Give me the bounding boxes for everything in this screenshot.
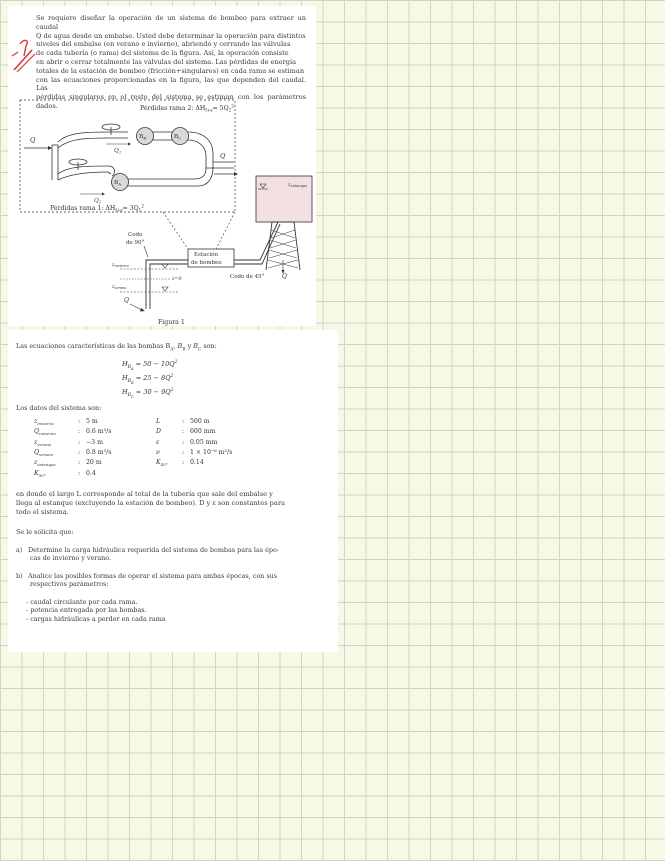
losses-branch-1-label: Pérdidas rama 1: $\Delta H_{f+s}= 3Q_1^2$ [50, 203, 144, 213]
pump-b-sub: B [182, 347, 186, 353]
pumps-intro-end: son: [201, 342, 217, 350]
where-line: llega al estanque (excluyendo la estación de bombeo). D y ε son constantes para [16, 498, 285, 507]
pumps-intro: Las ecuaciones características de las bombas $B_A$, $B_B$ y $B_C$ son: [16, 342, 217, 353]
q-inflow-label: Q [124, 297, 129, 304]
equation-ba: $H_{B_A} = 50 - 10Q^2$ [122, 360, 178, 372]
q-outlet-label: Q [220, 152, 226, 160]
item-a-label: a) [16, 546, 23, 554]
z-summer-label: $z_{verano}$ [112, 285, 127, 291]
intro-line: Q de agua desde un embalse. Usted debe determinar la operación para distintos [36, 31, 306, 40]
equation-bc: $H_{B_C} = 30 - 9Q^2$ [122, 388, 174, 400]
where-line: en donde el largo L corresponde al total de la tubería que sale del embalse y [16, 490, 273, 498]
list-item: - caudal circulante por cada rama. [26, 598, 138, 606]
item-b-line: respectivos parámetros: [30, 580, 109, 589]
table-row: $Q_{invierno}$ : 0.6 m³/s D : 600 mm [34, 428, 216, 437]
list-item: - cargas hidráulicas a perder en cada rama [26, 614, 166, 623]
page-top [8, 6, 316, 326]
q1-label: $Q_1$ [94, 198, 102, 205]
item-a-text [28, 546, 308, 563]
q2-label: $Q_2$ [114, 148, 122, 155]
requested-heading: Se le solicita que: [16, 528, 74, 536]
item-b-text [28, 572, 308, 589]
codo-45-label: Codo de 45° [230, 274, 265, 280]
table-row: $z_{invierno}$ : 5 m L : 500 m [34, 418, 210, 427]
svg-text:BC: $B_C$ [174, 134, 182, 141]
table-row: $z_{verano}$ : −3 m ε : 0.05 mm [34, 438, 218, 447]
figure-1-diagram [8, 94, 316, 326]
intro-line: de cada tubería (o rama) del sistema de la figura. Así, la operación consiste [36, 49, 289, 58]
where-paragraph [16, 490, 304, 516]
intro-line: Se requiere diseñar la operación de un sistema de bombeo para extraer un caudal [36, 14, 306, 31]
q-inlet-label: Q [30, 136, 36, 144]
data-intro: Los datos del sistema son: [16, 404, 102, 412]
codo-90-label-line2: de 90° [126, 240, 145, 246]
item-b-line: Analice las posibles formas de operar el sistema para ambas épocas, con sus [28, 572, 277, 580]
where-line: todo el sistema. [16, 507, 69, 516]
equation-bb: $H_{B_B} = 25 - 8Q^2$ [122, 374, 174, 386]
item-a-line: cas de invierno y verano. [30, 554, 112, 563]
red-pen-annotation-icon [10, 34, 38, 74]
table-row: $K_{90^\circ}$ : 0.4 [34, 469, 96, 478]
intro-line: niveles del embalse (en verano e invierno), abriendo y cerrando las válvulas [36, 40, 291, 49]
intro-line: totales de la estación de bombeo (fricción+singulares) en cada rama se estiman [36, 66, 305, 75]
codo-90-label-line1: Codo [128, 232, 143, 238]
z-winter-label: $z_{invierno}$ [112, 263, 129, 269]
table-row: $z_{estanque}$ : 20 m $K_{45^\circ}$ : 0.14 [34, 459, 204, 468]
pumps-intro-text: Las ecuaciones características de las bombas B [16, 342, 171, 350]
item-b-label: b) [16, 572, 23, 580]
intro-line: pérdidas singulares en el resto del sistema se estiman con los parámetros dados. [36, 93, 306, 110]
intro-line: con las ecuaciones proporcionadas en la figura, las que dependen del caudal. Las [36, 75, 306, 93]
figure-caption: Figura 1 [158, 319, 185, 326]
svg-text:BA: $B_A$ [114, 180, 122, 187]
svg-text:de bombeo: de bombeo [191, 260, 222, 266]
q-tower-label: Q [282, 273, 287, 280]
intro-line: en abrir o cerrar totalmente las válvulas del sistema. Las pérdidas de energía [36, 57, 297, 66]
svg-text:BB: $B_B$ [139, 134, 147, 141]
z-tank-label: $z_{estanque}$ [288, 182, 308, 189]
list-item: - potencia entregada por las bombas. [26, 606, 147, 615]
svg-text:Estación: Estación [194, 252, 219, 258]
bullet-list [26, 598, 166, 623]
z0-label: z=0 [172, 277, 182, 282]
table-row: $Q_{verano}$ : 0.8 m³/s ν : 1 × 10⁻⁶ m²/s [34, 448, 233, 458]
pump-c-sub: C [197, 347, 202, 353]
pump-a-sub: A [170, 347, 174, 353]
losses-branch-2-label: Pérdidas rama 2: $\Delta H_{f+s}= 5Q_2^2$ [140, 103, 234, 113]
page-bottom [8, 330, 338, 652]
tank [256, 176, 312, 222]
system-data-table [34, 418, 260, 480]
item-a-line: Determine la carga hidráulica requerida del sistema de bombas para las épo- [28, 546, 279, 554]
